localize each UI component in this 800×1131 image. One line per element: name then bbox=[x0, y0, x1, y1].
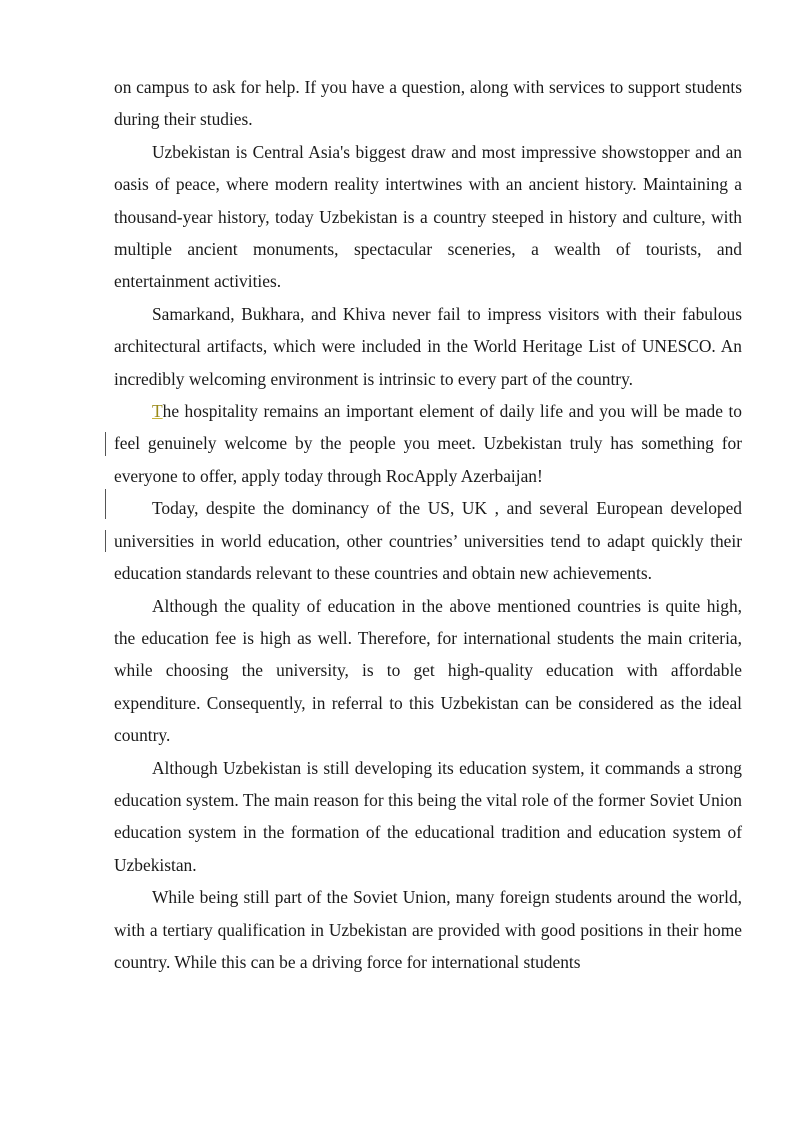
paragraph-text: Although the quality of education in the above mentioned countries is quite high, the education fee is high as well. Therefore, for international students the main criteria, while choosing the university, is to get high-quality education with affordable expenditure. Consequently, in referral to this Uzbekistan can be considered as the ideal country. bbox=[114, 595, 742, 746]
paragraph-text: Uzbekistan is Central Asia's biggest draw and most impressive showstopper and an oasis of peace, where modern reality intertwines with an ancient history. Maintaining a thousand-year history, today Uzbekistan is a country steeped in history and culture, with multiple ancient monuments, spectacular sceneries, a wealth of tourists, and entertainment activities. bbox=[114, 141, 742, 292]
paragraph-text: on campus to ask for help. If you have a question, along with services to support students during their studies. bbox=[114, 77, 742, 130]
change-bar bbox=[105, 489, 106, 519]
paragraph bbox=[114, 881, 742, 978]
change-bar bbox=[105, 432, 106, 456]
paragraph-text: While being still part of the Soviet Union, many foreign students around the world, with a tertiary qualification in Uzbekistan are provided with good positions in their home country. While this can be a driving force for international students bbox=[114, 887, 742, 972]
tracked-change-insertion: T bbox=[152, 401, 163, 422]
paragraph-text: he hospitality remains an important element of daily life and you will be made to feel genuinely welcome by the people you meet. Uzbekistan truly has something for everyone to offer, apply today through RocApply Azerbaijan! bbox=[114, 401, 742, 486]
paragraph bbox=[114, 136, 742, 298]
paragraph-text: Today, despite the dominancy of the US, UK , and several European developed universities in world education, other countries’ universities tend to adapt quickly their education standards relevant to these countries and obtain new achievements. bbox=[114, 498, 742, 584]
paragraph bbox=[114, 752, 742, 882]
paragraph bbox=[114, 492, 742, 589]
paragraph bbox=[114, 590, 742, 752]
paragraph bbox=[114, 298, 742, 395]
document-body bbox=[114, 71, 742, 978]
change-bar bbox=[105, 530, 106, 552]
paragraph-text: Although Uzbekistan is still developing its education system, it commands a strong education system. The main reason for this being the vital role of the former Soviet Union education system in the formation of the educational tradition and education system of Uzbekistan. bbox=[114, 757, 742, 875]
paragraph-text: Samarkand, Bukhara, and Khiva never fail to impress visitors with their fabulous architectural artifacts, which were included in the World Heritage List of UNESCO. An incredibly welcoming environment is intrinsic to every part of the country. bbox=[114, 303, 742, 389]
paragraph-tracked-change bbox=[114, 395, 742, 492]
paragraph bbox=[114, 71, 742, 136]
